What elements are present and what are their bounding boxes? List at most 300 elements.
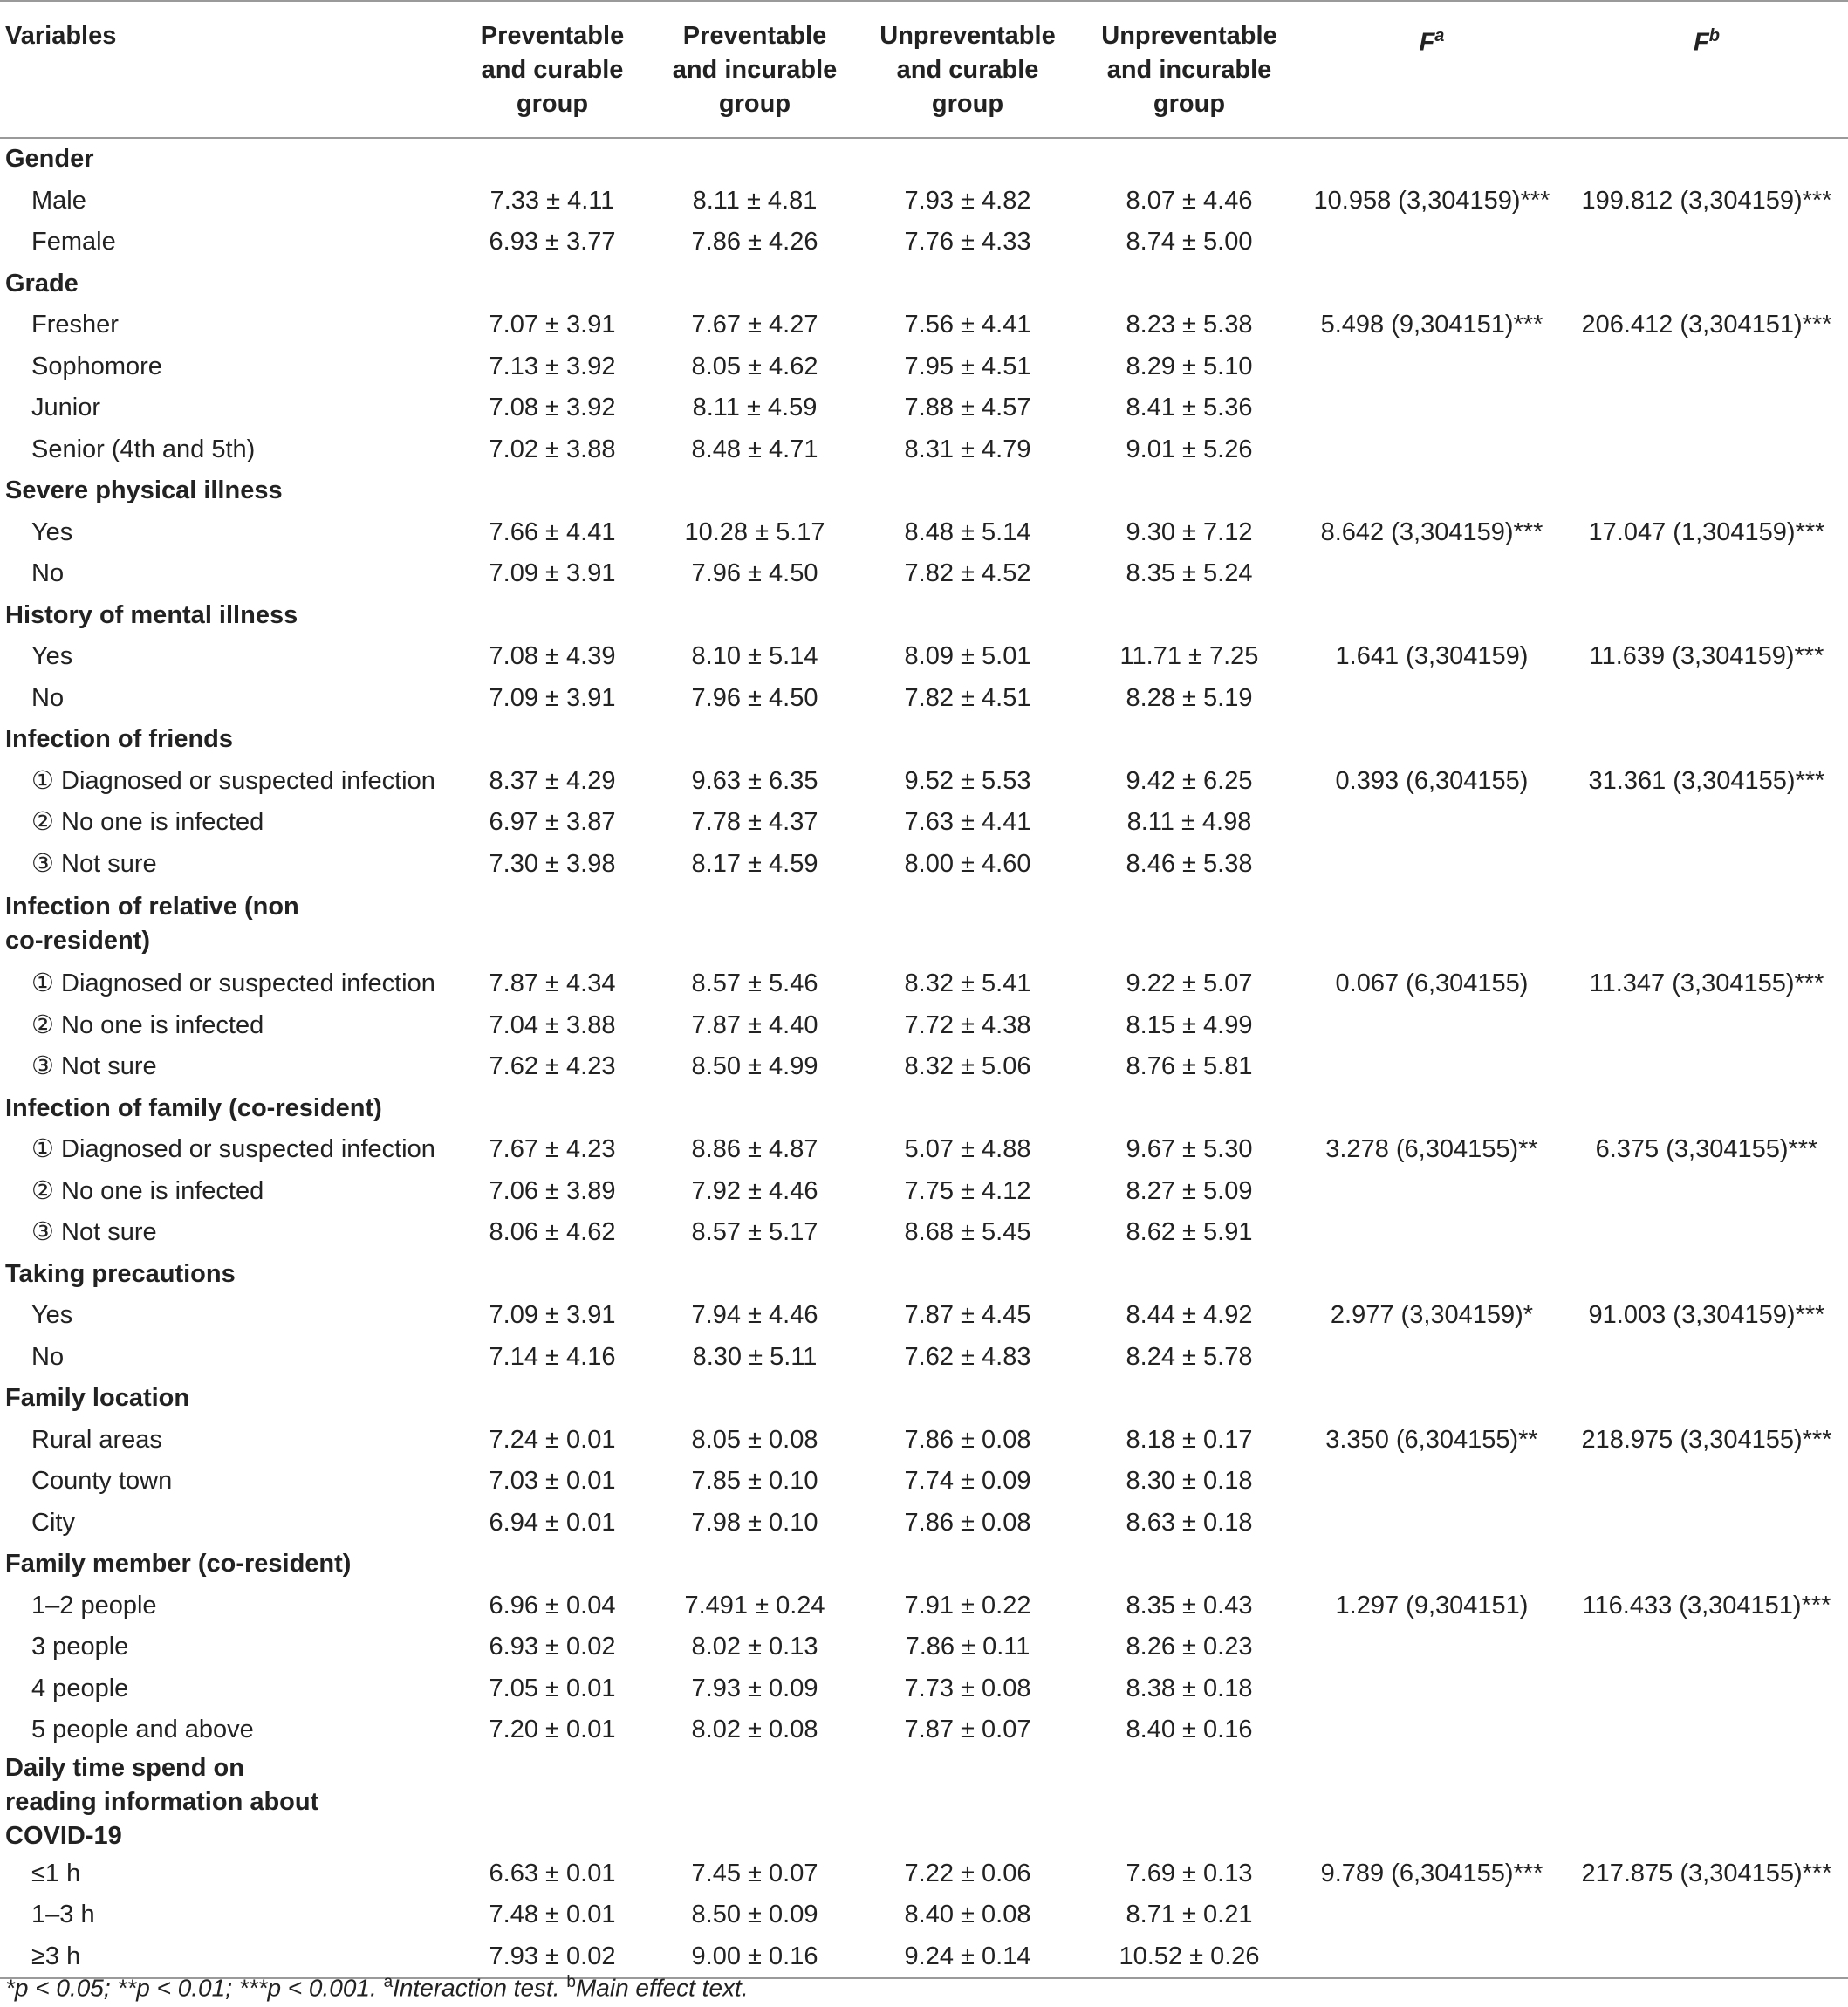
header-unpreventable-curable <box>855 1 1080 138</box>
row-label: Fresher <box>31 311 119 339</box>
f-interaction-value <box>1298 222 1565 264</box>
table-row <box>0 963 1848 1005</box>
table-row <box>0 1129 1848 1171</box>
value-preventable-incurable: 7.96 ± 4.50 <box>691 683 818 712</box>
value-unpreventable-incurable: 11.71 ± 7.25 <box>1119 642 1259 671</box>
value-preventable-incurable: 8.02 ± 0.08 <box>691 1716 818 1744</box>
f-main-effect-value <box>1565 1337 1848 1379</box>
value-unpreventable-incurable: 9.67 ± 5.30 <box>1126 1135 1253 1164</box>
group-row <box>0 885 1848 963</box>
footnote-b-text: Main effect text. <box>575 1974 749 2002</box>
f-interaction-value <box>1298 1627 1565 1668</box>
value-unpreventable-curable: 8.32 ± 5.06 <box>904 1052 1031 1081</box>
f-superscript: a <box>1434 26 1445 45</box>
value-preventable-incurable: 8.17 ± 4.59 <box>691 849 818 878</box>
row-label: No <box>31 1342 65 1371</box>
group-title: History of mental illness <box>5 600 298 629</box>
value-unpreventable-curable: 7.93 ± 4.82 <box>904 186 1031 215</box>
group-row <box>0 470 1848 512</box>
table-row <box>0 1212 1848 1254</box>
value-preventable-curable: 7.09 ± 3.91 <box>489 1301 616 1330</box>
f-main-effect-value <box>1565 844 1848 886</box>
header-line: Preventable <box>682 22 827 50</box>
table-row <box>0 636 1848 678</box>
header-line: group <box>931 90 1004 118</box>
f-main-effect-value <box>1565 1005 1848 1047</box>
value-unpreventable-curable: 7.62 ± 4.83 <box>904 1342 1031 1371</box>
value-unpreventable-curable: 7.76 ± 4.33 <box>904 228 1031 257</box>
value-preventable-incurable: 7.98 ± 0.10 <box>691 1508 818 1537</box>
value-unpreventable-curable: 9.52 ± 5.53 <box>904 766 1031 795</box>
row-label: Male <box>31 186 86 215</box>
value-preventable-incurable: 8.50 ± 4.99 <box>691 1052 818 1081</box>
header-preventable-incurable <box>654 1 855 138</box>
value-preventable-incurable: 9.00 ± 0.16 <box>654 1936 855 1979</box>
table-footnote <box>5 1973 749 2002</box>
table-row <box>0 429 1848 471</box>
f-symbol: F <box>1419 28 1435 57</box>
row-label: County town <box>31 1467 173 1496</box>
value-preventable-curable: 6.96 ± 0.04 <box>489 1591 616 1620</box>
row-label: No <box>31 559 65 588</box>
header-line: Preventable <box>480 22 625 50</box>
f-main-effect-value: 217.875 (3,304155)*** <box>1581 1859 1832 1887</box>
f-interaction-value: 3.278 (6,304155)** <box>1325 1135 1538 1164</box>
f-interaction-value <box>1298 553 1565 595</box>
table-row <box>0 512 1848 554</box>
value-preventable-curable: 7.09 ± 3.91 <box>489 683 616 712</box>
value-unpreventable-incurable: 8.63 ± 0.18 <box>1126 1508 1253 1537</box>
table-row <box>0 802 1848 844</box>
f-interaction-value: 3.350 (6,304155)** <box>1325 1425 1538 1454</box>
value-unpreventable-incurable: 8.27 ± 5.09 <box>1126 1176 1253 1205</box>
value-unpreventable-incurable: 8.07 ± 4.46 <box>1126 186 1253 215</box>
group-title: Taking precautions <box>5 1259 236 1288</box>
table-row <box>0 1853 1848 1895</box>
table-row <box>0 1420 1848 1462</box>
value-preventable-curable: 7.06 ± 3.89 <box>489 1176 616 1205</box>
value-unpreventable-curable: 7.87 ± 0.07 <box>904 1716 1031 1744</box>
header-line: and incurable <box>672 56 838 84</box>
group-row <box>0 1254 1848 1296</box>
value-unpreventable-incurable: 8.62 ± 5.91 <box>1126 1218 1253 1247</box>
header-line: and curable <box>896 56 1039 84</box>
value-preventable-curable: 7.87 ± 4.34 <box>489 969 616 998</box>
table-row <box>0 305 1848 346</box>
row-label: ② No one is infected <box>31 808 264 837</box>
row-label: 1–2 people <box>31 1591 157 1620</box>
f-interaction-value: 8.642 (3,304159)*** <box>1320 517 1543 546</box>
table-row <box>0 1337 1848 1379</box>
table-row <box>0 1046 1848 1088</box>
value-preventable-incurable: 8.11 ± 4.59 <box>692 394 818 422</box>
value-preventable-curable: 8.06 ± 4.62 <box>489 1218 616 1247</box>
group-row <box>0 264 1848 305</box>
f-main-effect-value <box>1565 1627 1848 1668</box>
header-line: group <box>718 90 791 118</box>
value-preventable-incurable: 7.45 ± 0.07 <box>691 1859 818 1887</box>
table-row <box>0 1461 1848 1503</box>
header-f-interaction <box>1298 1 1565 138</box>
value-preventable-curable: 6.63 ± 0.01 <box>489 1859 616 1887</box>
f-interaction-value <box>1298 802 1565 844</box>
value-preventable-incurable: 8.50 ± 0.09 <box>691 1901 818 1929</box>
value-unpreventable-curable: 7.87 ± 4.45 <box>904 1301 1031 1330</box>
f-interaction-value <box>1298 429 1565 471</box>
f-main-effect-value <box>1565 429 1848 471</box>
f-main-effect-value <box>1565 1461 1848 1503</box>
group-title-text: Infection of relative (non co-resident) <box>5 893 299 955</box>
value-unpreventable-incurable: 8.76 ± 5.81 <box>1126 1052 1253 1081</box>
f-interaction-value: 0.393 (6,304155) <box>1335 766 1529 795</box>
f-interaction-value <box>1298 346 1565 388</box>
row-label: Yes <box>31 1301 73 1330</box>
header-line: Unpreventable <box>880 22 1056 50</box>
value-preventable-curable: 6.93 ± 3.77 <box>489 228 616 257</box>
row-label: 4 people <box>31 1674 129 1702</box>
row-label: ≥3 h <box>0 1936 450 1979</box>
f-main-effect-value <box>1565 1894 1848 1936</box>
f-symbol: F <box>1694 28 1709 57</box>
f-main-effect-value <box>1565 553 1848 595</box>
f-interaction-value: 9.789 (6,304155)*** <box>1320 1859 1543 1887</box>
value-preventable-incurable: 8.57 ± 5.17 <box>691 1218 818 1247</box>
value-preventable-curable: 7.02 ± 3.88 <box>489 435 616 463</box>
value-preventable-incurable: 7.94 ± 4.46 <box>691 1301 818 1330</box>
value-unpreventable-curable: 7.75 ± 4.12 <box>904 1176 1031 1205</box>
value-unpreventable-curable: 8.31 ± 4.79 <box>904 435 1031 463</box>
value-unpreventable-incurable: 8.24 ± 5.78 <box>1126 1342 1253 1371</box>
value-preventable-curable: 7.93 ± 0.02 <box>450 1936 654 1979</box>
row-label: ③ Not sure <box>31 849 157 878</box>
row-label: ② No one is infected <box>31 1010 264 1039</box>
table-row <box>0 222 1848 264</box>
f-main-effect-value <box>1565 1171 1848 1213</box>
row-label: ③ Not sure <box>31 1052 157 1081</box>
value-preventable-incurable: 7.491 ± 0.24 <box>684 1591 825 1620</box>
value-preventable-curable: 7.04 ± 3.88 <box>489 1010 616 1039</box>
f-interaction-value <box>1298 1709 1565 1751</box>
f-interaction-value <box>1298 1212 1565 1254</box>
value-preventable-curable: 7.07 ± 3.91 <box>489 311 616 339</box>
header-f-main-effect <box>1565 1 1848 138</box>
value-preventable-curable: 6.93 ± 0.02 <box>489 1633 616 1661</box>
value-preventable-curable: 7.24 ± 0.01 <box>489 1425 616 1454</box>
value-unpreventable-curable: 8.40 ± 0.08 <box>904 1901 1031 1929</box>
value-preventable-curable: 7.67 ± 4.23 <box>489 1135 616 1164</box>
value-unpreventable-curable: 7.86 ± 0.08 <box>904 1508 1031 1537</box>
value-preventable-curable: 7.08 ± 4.39 <box>489 642 616 671</box>
f-main-effect-value: 6.375 (3,304155)*** <box>1595 1135 1818 1164</box>
f-interaction-value <box>1298 1936 1565 1979</box>
value-preventable-incurable: 8.48 ± 4.71 <box>691 435 818 463</box>
group-title: Family member (co-resident) <box>5 1550 352 1579</box>
f-main-effect-value: 11.347 (3,304155)*** <box>1589 969 1824 998</box>
value-unpreventable-curable: 7.72 ± 4.38 <box>904 1010 1031 1039</box>
row-label: Yes <box>31 517 73 546</box>
f-main-effect-value <box>1565 1668 1848 1710</box>
row-label: ≤1 h <box>31 1859 81 1887</box>
table-row <box>0 1936 1848 1979</box>
table-row <box>0 1894 1848 1936</box>
value-preventable-incurable: 7.78 ± 4.37 <box>691 808 818 837</box>
table-body <box>0 138 1848 1978</box>
group-row <box>0 595 1848 637</box>
value-unpreventable-incurable: 9.42 ± 6.25 <box>1126 766 1253 795</box>
value-unpreventable-curable: 7.56 ± 4.41 <box>904 311 1031 339</box>
f-main-effect-value <box>1565 1709 1848 1751</box>
table-row <box>0 1295 1848 1337</box>
f-main-effect-value <box>1565 1503 1848 1545</box>
table-row <box>0 1668 1848 1710</box>
table-row <box>0 1005 1848 1047</box>
value-preventable-incurable: 7.93 ± 0.09 <box>691 1674 818 1702</box>
f-interaction-value <box>1298 1503 1565 1545</box>
row-label: ① Diagnosed or suspected infection <box>31 766 435 795</box>
value-unpreventable-curable: 7.91 ± 0.22 <box>904 1591 1031 1620</box>
row-label: Junior <box>31 394 100 422</box>
table-row <box>0 678 1848 720</box>
value-preventable-incurable: 9.63 ± 6.35 <box>691 766 818 795</box>
header-row <box>0 1 1848 138</box>
group-row <box>0 138 1848 181</box>
value-preventable-incurable: 8.30 ± 5.11 <box>692 1342 818 1371</box>
row-label: 1–3 h <box>31 1901 95 1929</box>
value-unpreventable-curable: 8.48 ± 5.14 <box>904 517 1031 546</box>
header-line: group <box>1153 90 1226 118</box>
value-unpreventable-curable: 7.73 ± 0.08 <box>904 1674 1031 1702</box>
header-variables: Variables <box>0 1 450 138</box>
footnote-a-text: Interaction test. <box>393 1974 560 2002</box>
header-line: Unpreventable <box>1101 22 1277 50</box>
value-unpreventable-incurable: 8.41 ± 5.36 <box>1126 394 1253 422</box>
group-title: Family location <box>5 1384 190 1413</box>
row-label: Yes <box>31 642 73 671</box>
value-preventable-curable: 7.66 ± 4.41 <box>489 517 616 546</box>
value-unpreventable-curable: 7.95 ± 4.51 <box>904 352 1031 380</box>
value-unpreventable-curable: 8.32 ± 5.41 <box>904 969 1031 998</box>
value-preventable-curable: 7.20 ± 0.01 <box>489 1716 616 1744</box>
value-unpreventable-incurable: 9.22 ± 5.07 <box>1126 969 1253 998</box>
footnote-b-marker: b <box>566 1973 576 1991</box>
f-interaction-value <box>1298 678 1565 720</box>
value-unpreventable-incurable: 8.28 ± 5.19 <box>1126 683 1253 712</box>
table-row <box>0 387 1848 429</box>
group-row <box>0 1088 1848 1130</box>
value-preventable-incurable: 8.05 ± 0.08 <box>691 1425 818 1454</box>
header-line: group <box>516 90 589 118</box>
value-unpreventable-incurable: 8.11 ± 4.98 <box>1126 808 1252 837</box>
f-main-effect-value <box>1565 678 1848 720</box>
table-row <box>0 553 1848 595</box>
value-preventable-curable: 7.09 ± 3.91 <box>489 559 616 588</box>
f-interaction-value <box>1298 1046 1565 1088</box>
row-label: ③ Not sure <box>31 1218 157 1247</box>
value-preventable-incurable: 7.92 ± 4.46 <box>691 1176 818 1205</box>
f-main-effect-value: 11.639 (3,304159)*** <box>1589 642 1824 671</box>
value-preventable-curable: 7.14 ± 4.16 <box>489 1342 616 1371</box>
group-row <box>0 1751 1848 1853</box>
f-interaction-value <box>1298 1337 1565 1379</box>
f-interaction-value <box>1298 387 1565 429</box>
value-unpreventable-incurable: 8.71 ± 0.21 <box>1126 1901 1253 1929</box>
row-label: 5 people and above <box>31 1716 254 1744</box>
value-unpreventable-curable: 8.68 ± 5.45 <box>904 1218 1031 1247</box>
f-interaction-value <box>1298 1668 1565 1710</box>
value-preventable-incurable: 7.67 ± 4.27 <box>691 311 818 339</box>
f-interaction-value <box>1298 844 1565 886</box>
value-preventable-incurable: 8.05 ± 4.62 <box>691 352 818 380</box>
row-label: Rural areas <box>31 1425 162 1454</box>
value-preventable-curable: 7.13 ± 3.92 <box>489 352 616 380</box>
value-unpreventable-curable: 8.09 ± 5.01 <box>904 642 1031 671</box>
value-unpreventable-curable: 5.07 ± 4.88 <box>904 1135 1031 1164</box>
f-main-effect-value: 116.433 (3,304151)*** <box>1582 1591 1831 1620</box>
row-label: 3 people <box>31 1633 129 1661</box>
value-preventable-incurable: 8.10 ± 5.14 <box>691 642 818 671</box>
value-unpreventable-incurable: 9.01 ± 5.26 <box>1126 435 1253 463</box>
f-interaction-value: 10.958 (3,304159)*** <box>1313 186 1550 215</box>
value-unpreventable-incurable: 9.30 ± 7.12 <box>1126 517 1253 546</box>
f-interaction-value: 2.977 (3,304159)* <box>1330 1301 1534 1330</box>
table-row <box>0 1171 1848 1213</box>
value-unpreventable-incurable: 8.15 ± 4.99 <box>1126 1010 1253 1039</box>
table-row <box>0 181 1848 223</box>
header-line: and curable <box>481 56 624 84</box>
header-preventable-curable <box>450 1 654 138</box>
value-preventable-incurable: 7.86 ± 4.26 <box>691 228 818 257</box>
group-title-text: Daily time spend on reading information about COVID-19 <box>5 1753 319 1850</box>
value-preventable-incurable: 7.87 ± 4.40 <box>691 1010 818 1039</box>
table-row <box>0 346 1848 388</box>
f-main-effect-value <box>1565 387 1848 429</box>
value-preventable-incurable: 8.86 ± 4.87 <box>691 1135 818 1164</box>
value-unpreventable-incurable: 10.52 ± 0.26 <box>1080 1936 1298 1979</box>
group-title: Gender <box>5 145 94 174</box>
value-unpreventable-incurable: 8.23 ± 5.38 <box>1126 311 1253 339</box>
group-title: Infection of family (co-resident) <box>5 1093 382 1122</box>
f-interaction-value: 1.641 (3,304159) <box>1335 642 1529 671</box>
value-preventable-curable: 7.03 ± 0.01 <box>489 1467 616 1496</box>
value-preventable-curable: 6.97 ± 3.87 <box>489 808 616 837</box>
value-preventable-incurable: 8.11 ± 4.81 <box>692 186 818 215</box>
header-line: and incurable <box>1106 56 1272 84</box>
f-main-effect-value: 206.412 (3,304151)*** <box>1581 311 1832 339</box>
value-preventable-curable: 7.08 ± 3.92 <box>489 394 616 422</box>
f-interaction-value: 0.067 (6,304155) <box>1335 969 1529 998</box>
value-unpreventable-incurable: 8.38 ± 0.18 <box>1126 1674 1253 1702</box>
table-row <box>0 1586 1848 1627</box>
value-unpreventable-curable: 7.22 ± 0.06 <box>904 1859 1031 1887</box>
value-unpreventable-incurable: 7.69 ± 0.13 <box>1126 1859 1253 1887</box>
value-unpreventable-incurable: 8.29 ± 5.10 <box>1126 352 1253 380</box>
value-preventable-curable: 8.37 ± 4.29 <box>489 766 616 795</box>
value-unpreventable-incurable: 8.18 ± 0.17 <box>1126 1425 1253 1454</box>
row-label: No <box>31 683 65 712</box>
f-main-effect-value <box>1565 1046 1848 1088</box>
value-unpreventable-incurable: 8.74 ± 5.00 <box>1126 228 1253 257</box>
row-label: Senior (4th and 5th) <box>31 435 256 463</box>
group-title: Grade <box>5 269 79 298</box>
f-main-effect-value <box>1565 802 1848 844</box>
group-row <box>0 719 1848 761</box>
value-unpreventable-curable: 7.63 ± 4.41 <box>904 808 1031 837</box>
row-label: ① Diagnosed or suspected infection <box>31 1135 435 1164</box>
f-interaction-value <box>1298 1894 1565 1936</box>
value-unpreventable-curable: 7.82 ± 4.51 <box>904 683 1031 712</box>
f-main-effect-value <box>1565 1212 1848 1254</box>
f-main-effect-value: 91.003 (3,304159)*** <box>1588 1301 1825 1330</box>
value-unpreventable-incurable: 8.46 ± 5.38 <box>1126 849 1253 878</box>
f-interaction-value: 1.297 (9,304151) <box>1335 1591 1529 1620</box>
row-label: City <box>31 1508 75 1537</box>
group-title <box>0 1751 1848 1853</box>
value-preventable-incurable: 8.57 ± 5.46 <box>691 969 818 998</box>
f-main-effect-value: 31.361 (3,304155)*** <box>1588 766 1825 795</box>
value-preventable-curable: 7.30 ± 3.98 <box>489 849 616 878</box>
f-main-effect-value <box>1565 222 1848 264</box>
group-row <box>0 1378 1848 1420</box>
f-interaction-value <box>1298 1005 1565 1047</box>
f-main-effect-value: 17.047 (1,304159)*** <box>1588 517 1825 546</box>
value-preventable-curable: 7.33 ± 4.11 <box>489 186 615 215</box>
f-main-effect-value <box>1565 346 1848 388</box>
group-title: Infection of friends <box>5 725 233 754</box>
row-label: ② No one is infected <box>31 1176 264 1205</box>
f-interaction-value: 5.498 (9,304151)*** <box>1320 311 1543 339</box>
value-preventable-incurable: 7.96 ± 4.50 <box>691 559 818 588</box>
f-main-effect-value: 218.975 (3,304155)*** <box>1581 1425 1832 1454</box>
value-unpreventable-curable: 7.86 ± 0.08 <box>904 1425 1031 1454</box>
f-interaction-value <box>1298 1171 1565 1213</box>
value-unpreventable-incurable: 8.40 ± 0.16 <box>1126 1716 1253 1744</box>
value-preventable-incurable: 10.28 ± 5.17 <box>684 517 825 546</box>
value-unpreventable-incurable: 8.30 ± 0.18 <box>1126 1467 1253 1496</box>
footnote-significance: *p < 0.05; **p < 0.01; ***p < 0.001. <box>5 1974 377 2002</box>
table-row <box>0 1627 1848 1668</box>
f-interaction-value <box>1298 1461 1565 1503</box>
f-superscript: b <box>1708 26 1720 45</box>
f-main-effect-value <box>1565 1936 1848 1979</box>
value-unpreventable-curable: 8.00 ± 4.60 <box>904 849 1031 878</box>
group-title <box>0 885 1848 963</box>
value-preventable-curable: 7.62 ± 4.23 <box>489 1052 616 1081</box>
footnote-a-marker: a <box>383 1973 394 1991</box>
f-main-effect-value: 199.812 (3,304159)*** <box>1581 186 1832 215</box>
value-preventable-curable: 6.94 ± 0.01 <box>489 1508 616 1537</box>
value-unpreventable-incurable: 8.35 ± 5.24 <box>1126 559 1253 588</box>
value-unpreventable-curable: 9.24 ± 0.14 <box>855 1936 1080 1979</box>
value-unpreventable-curable: 7.82 ± 4.52 <box>904 559 1031 588</box>
row-label: ① Diagnosed or suspected infection <box>31 969 435 998</box>
value-unpreventable-curable: 7.88 ± 4.57 <box>904 394 1031 422</box>
value-preventable-incurable: 8.02 ± 0.13 <box>691 1633 818 1661</box>
value-preventable-incurable: 7.85 ± 0.10 <box>691 1467 818 1496</box>
value-preventable-curable: 7.05 ± 0.01 <box>489 1674 616 1702</box>
value-unpreventable-incurable: 8.44 ± 4.92 <box>1126 1301 1253 1330</box>
group-row <box>0 1544 1848 1586</box>
value-preventable-curable: 7.48 ± 0.01 <box>489 1901 616 1929</box>
row-label: Female <box>31 228 116 257</box>
value-unpreventable-curable: 7.74 ± 0.09 <box>904 1467 1031 1496</box>
value-unpreventable-incurable: 8.26 ± 0.23 <box>1126 1633 1253 1661</box>
value-unpreventable-curable: 7.86 ± 0.11 <box>905 1633 1030 1661</box>
table-row <box>0 1503 1848 1545</box>
row-label: Sophomore <box>31 352 162 380</box>
header-unpreventable-incurable <box>1080 1 1298 138</box>
table-row <box>0 761 1848 803</box>
table-row <box>0 1709 1848 1751</box>
